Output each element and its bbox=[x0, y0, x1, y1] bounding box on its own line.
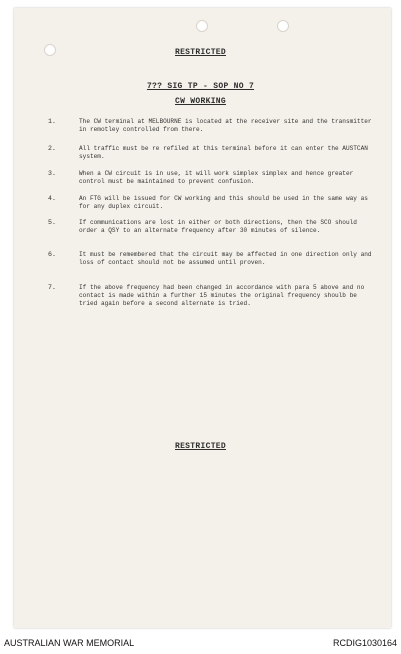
paragraph-text: If the above frequency had been changed in accordance with para 5 above and no contact is made within a further 15 minutes the original frequency shoulb be tried again before a second alternate is tried. bbox=[79, 284, 365, 307]
paragraph-text: An FTG will be issued for CW working and this should be used in the same way as for any duplex circuit. bbox=[79, 195, 368, 210]
punch-hole-right bbox=[277, 20, 289, 32]
paragraph-number: 4. bbox=[48, 195, 56, 202]
paragraph-text: When a CW circuit is in use, it will work simplex simplex and hence greater control must be maintained to prevent confusion. bbox=[79, 170, 354, 185]
classification-top-text: RESTRICTED bbox=[174, 48, 226, 57]
document-title bbox=[0, 82, 401, 91]
footer-record-id: RCDIG1030164 bbox=[332, 638, 397, 648]
punch-hole-middle bbox=[196, 20, 208, 32]
paragraph-number: 3. bbox=[48, 170, 56, 177]
document-subtitle-text: CW WORKING bbox=[174, 97, 226, 106]
paragraph-number: 2. bbox=[48, 145, 56, 152]
paragraph-text: All traffic must be re refiled at this terminal before it can enter the AUSTCAN system. bbox=[79, 145, 368, 160]
paragraph-text: It must be remembered that the circuit may be affected in one direction only and loss of contact should not be assumed until proven. bbox=[79, 251, 372, 266]
paragraph-text: The CW terminal at MELBOURNE is located at the receiver site and the transmitter in remotley controlled from there. bbox=[79, 118, 372, 133]
classification-top bbox=[0, 48, 401, 57]
paragraph-number: 1. bbox=[48, 118, 56, 125]
paragraph-number: 5. bbox=[48, 219, 56, 226]
footer-archive-name: AUSTRALIAN WAR MEMORIAL bbox=[4, 638, 135, 648]
paragraph-number: 6. bbox=[48, 251, 56, 258]
document-title-text: 7?? SIG TP - SOP NO 7 bbox=[146, 82, 255, 91]
paragraph-text: If communications are lost in either or both directions, then the SCO should order a QSY to an alternate frequency after 30 minutes of silence. bbox=[79, 219, 357, 234]
classification-bottom-text: RESTRICTED bbox=[174, 442, 226, 451]
document-subtitle bbox=[0, 97, 401, 106]
paragraph-number: 7. bbox=[48, 284, 56, 291]
classification-bottom bbox=[0, 442, 401, 451]
